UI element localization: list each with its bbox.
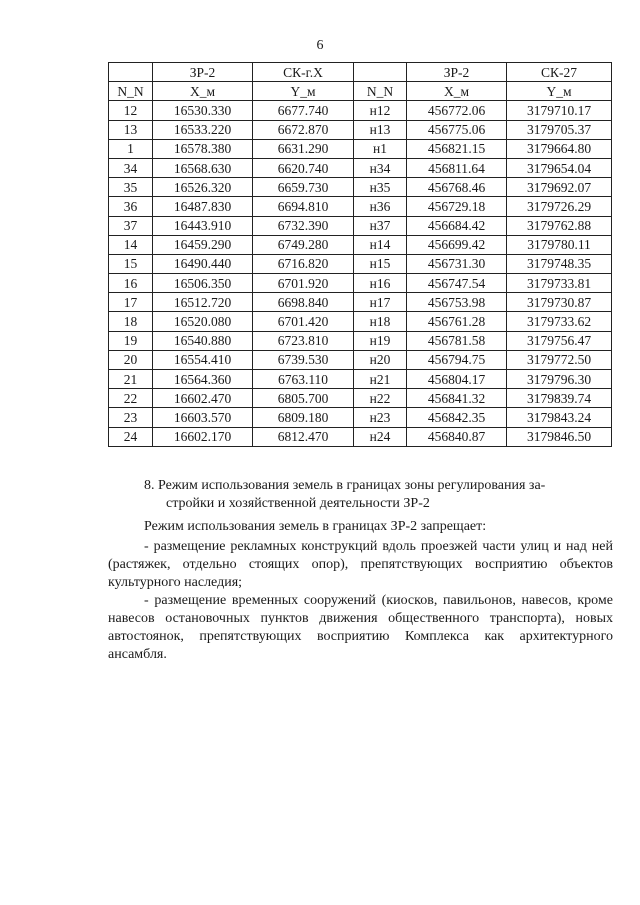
table-cell: 24 xyxy=(109,427,153,446)
table-cell: 16520.080 xyxy=(153,312,253,331)
subheader-cell: N_N xyxy=(354,82,407,101)
table-cell: 456842.35 xyxy=(407,408,507,427)
table-cell: 456729.18 xyxy=(407,197,507,216)
table-cell: н17 xyxy=(354,293,407,312)
table-cell: 16540.880 xyxy=(153,331,253,350)
table-cell: 15 xyxy=(109,254,153,273)
table-cell: н23 xyxy=(354,408,407,427)
subheader-cell: Y_м xyxy=(507,82,612,101)
table-cell: н14 xyxy=(354,235,407,254)
table-cell: 3179839.74 xyxy=(507,389,612,408)
table-cell: 16487.830 xyxy=(153,197,253,216)
table-cell: 19 xyxy=(109,331,153,350)
table-cell: 20 xyxy=(109,350,153,369)
table-cell: н16 xyxy=(354,274,407,293)
table-cell: 3179654.04 xyxy=(507,158,612,177)
table-row xyxy=(109,235,612,254)
header-cell: ЗР-2 xyxy=(153,63,253,82)
table-cell: 456841.32 xyxy=(407,389,507,408)
table-cell: 3179762.88 xyxy=(507,216,612,235)
table-cell: 456794.75 xyxy=(407,350,507,369)
table-cell: 16443.910 xyxy=(153,216,253,235)
table-cell: 6749.280 xyxy=(253,235,354,254)
table-row xyxy=(109,139,612,158)
section-intro: Режим использования земель в границах ЗР-2 запрещает: xyxy=(144,519,487,534)
table-cell: 456775.06 xyxy=(407,120,507,139)
table-cell: 16564.360 xyxy=(153,370,253,389)
table-cell: 6631.290 xyxy=(253,139,354,158)
table-row xyxy=(109,350,612,369)
header-cell: СК-г.Х xyxy=(253,63,354,82)
table-cell: 13 xyxy=(109,120,153,139)
table-cell: н37 xyxy=(354,216,407,235)
table-cell: 6698.840 xyxy=(253,293,354,312)
table-cell: 16554.410 xyxy=(153,350,253,369)
table-cell: 6805.700 xyxy=(253,389,354,408)
coordinates-table xyxy=(108,62,612,447)
table-cell: 6620.740 xyxy=(253,158,354,177)
header-cell xyxy=(109,63,153,82)
restriction-item-2: - размещение временных сооружений (киосков, павильонов, навесов, кроме навесов остановочных пунктов движения общественного транспорта), новых автостоянок, препятствующих восприятию Комплекса как архитектурного ансамбля. xyxy=(108,593,613,662)
table-cell: 6659.730 xyxy=(253,178,354,197)
table-row xyxy=(109,158,612,177)
table-cell: 6677.740 xyxy=(253,101,354,120)
table-cell: 34 xyxy=(109,158,153,177)
table-cell: 3179733.81 xyxy=(507,274,612,293)
subheader-cell: X_м xyxy=(407,82,507,101)
table-cell: 16602.170 xyxy=(153,427,253,446)
table-cell: 3179726.29 xyxy=(507,197,612,216)
table-header-row xyxy=(109,63,612,82)
table-row xyxy=(109,312,612,331)
table-cell: 16459.290 xyxy=(153,235,253,254)
table-row xyxy=(109,427,612,446)
table-cell: н22 xyxy=(354,389,407,408)
table-cell: 23 xyxy=(109,408,153,427)
table-cell: 16 xyxy=(109,274,153,293)
table-cell: н35 xyxy=(354,178,407,197)
table-cell: 456811.64 xyxy=(407,158,507,177)
table-row xyxy=(109,197,612,216)
subheader-cell: N_N xyxy=(109,82,153,101)
table-cell: н15 xyxy=(354,254,407,273)
table-cell: 6701.920 xyxy=(253,274,354,293)
table-cell: 17 xyxy=(109,293,153,312)
table-cell: 6739.530 xyxy=(253,350,354,369)
table-row xyxy=(109,389,612,408)
table-cell: 16506.350 xyxy=(153,274,253,293)
table-row xyxy=(109,101,612,120)
table-cell: 456747.54 xyxy=(407,274,507,293)
table-cell: 6701.420 xyxy=(253,312,354,331)
table-cell: 37 xyxy=(109,216,153,235)
table-cell: 456699.42 xyxy=(407,235,507,254)
table-cell: 35 xyxy=(109,178,153,197)
table-row xyxy=(109,120,612,139)
table-cell: н12 xyxy=(354,101,407,120)
table-cell: н36 xyxy=(354,197,407,216)
table-cell: 456753.98 xyxy=(407,293,507,312)
table-cell: 456804.17 xyxy=(407,370,507,389)
header-cell xyxy=(354,63,407,82)
table-cell: 16533.220 xyxy=(153,120,253,139)
table-cell: 6716.820 xyxy=(253,254,354,273)
table-cell: 3179796.30 xyxy=(507,370,612,389)
table-cell: 16568.630 xyxy=(153,158,253,177)
table-cell: 16526.320 xyxy=(153,178,253,197)
table-cell: 22 xyxy=(109,389,153,408)
table-cell: н1 xyxy=(354,139,407,158)
table-cell: 3179846.50 xyxy=(507,427,612,446)
table-cell: 3179664.80 xyxy=(507,139,612,158)
table-cell: 3179772.50 xyxy=(507,350,612,369)
table-cell: н21 xyxy=(354,370,407,389)
table-cell: 456781.58 xyxy=(407,331,507,350)
table-cell: 16530.330 xyxy=(153,101,253,120)
table-cell: 3179705.37 xyxy=(507,120,612,139)
table-cell: 3179756.47 xyxy=(507,331,612,350)
table-cell: 456731.30 xyxy=(407,254,507,273)
table-cell: 3179730.87 xyxy=(507,293,612,312)
table-cell: 3179710.17 xyxy=(507,101,612,120)
table-cell: 1 xyxy=(109,139,153,158)
table-cell: н34 xyxy=(354,158,407,177)
table-cell: 16512.720 xyxy=(153,293,253,312)
table-cell: 456821.15 xyxy=(407,139,507,158)
table-cell: 3179748.35 xyxy=(507,254,612,273)
table-cell: 14 xyxy=(109,235,153,254)
table-cell: 16603.570 xyxy=(153,408,253,427)
table-cell: н24 xyxy=(354,427,407,446)
table-cell: 456684.42 xyxy=(407,216,507,235)
table-cell: 6809.180 xyxy=(253,408,354,427)
table-row xyxy=(109,293,612,312)
subheader-cell: Y_м xyxy=(253,82,354,101)
table-row xyxy=(109,216,612,235)
section-heading-line-2: стройки и хозяйственной деятельности ЗР-2 xyxy=(166,496,430,511)
table-row xyxy=(109,254,612,273)
table-row xyxy=(109,331,612,350)
table-row xyxy=(109,408,612,427)
table-cell: 6763.110 xyxy=(253,370,354,389)
table-row xyxy=(109,274,612,293)
table-cell: 6732.390 xyxy=(253,216,354,235)
restriction-item-1: - размещение рекламных конструкций вдоль проезжей части улиц и над ней (растяжек, отдельно стоящих опор), препятствующих восприятию объектов культурного наследия; xyxy=(108,539,613,590)
table-cell: 16578.380 xyxy=(153,139,253,158)
table-cell: н18 xyxy=(354,312,407,331)
table-cell: 456761.28 xyxy=(407,312,507,331)
table-row xyxy=(109,370,612,389)
table-cell: 3179843.24 xyxy=(507,408,612,427)
coordinates-table-body xyxy=(109,63,612,447)
table-cell: 456768.46 xyxy=(407,178,507,197)
section-8-heading xyxy=(108,477,613,513)
table-cell: 16602.470 xyxy=(153,389,253,408)
header-cell: СК-27 xyxy=(507,63,612,82)
header-cell: ЗР-2 xyxy=(407,63,507,82)
table-cell: н13 xyxy=(354,120,407,139)
table-cell: 21 xyxy=(109,370,153,389)
table-cell: н19 xyxy=(354,331,407,350)
table-cell: 3179780.11 xyxy=(507,235,612,254)
table-cell: 18 xyxy=(109,312,153,331)
table-cell: 6672.870 xyxy=(253,120,354,139)
table-cell: н20 xyxy=(354,350,407,369)
table-subheader-row xyxy=(109,82,612,101)
table-cell: 6723.810 xyxy=(253,331,354,350)
table-cell: 456840.87 xyxy=(407,427,507,446)
section-heading-line-1: 8. Режим использования земель в границах зоны регулирования за- xyxy=(144,478,546,493)
table-cell: 36 xyxy=(109,197,153,216)
table-cell: 456772.06 xyxy=(407,101,507,120)
subheader-cell: X_м xyxy=(153,82,253,101)
table-cell: 6694.810 xyxy=(253,197,354,216)
table-cell: 3179733.62 xyxy=(507,312,612,331)
table-cell: 16490.440 xyxy=(153,254,253,273)
table-cell: 6812.470 xyxy=(253,427,354,446)
table-row xyxy=(109,178,612,197)
table-cell: 12 xyxy=(109,101,153,120)
page-number: 6 xyxy=(316,38,324,53)
table-cell: 3179692.07 xyxy=(507,178,612,197)
